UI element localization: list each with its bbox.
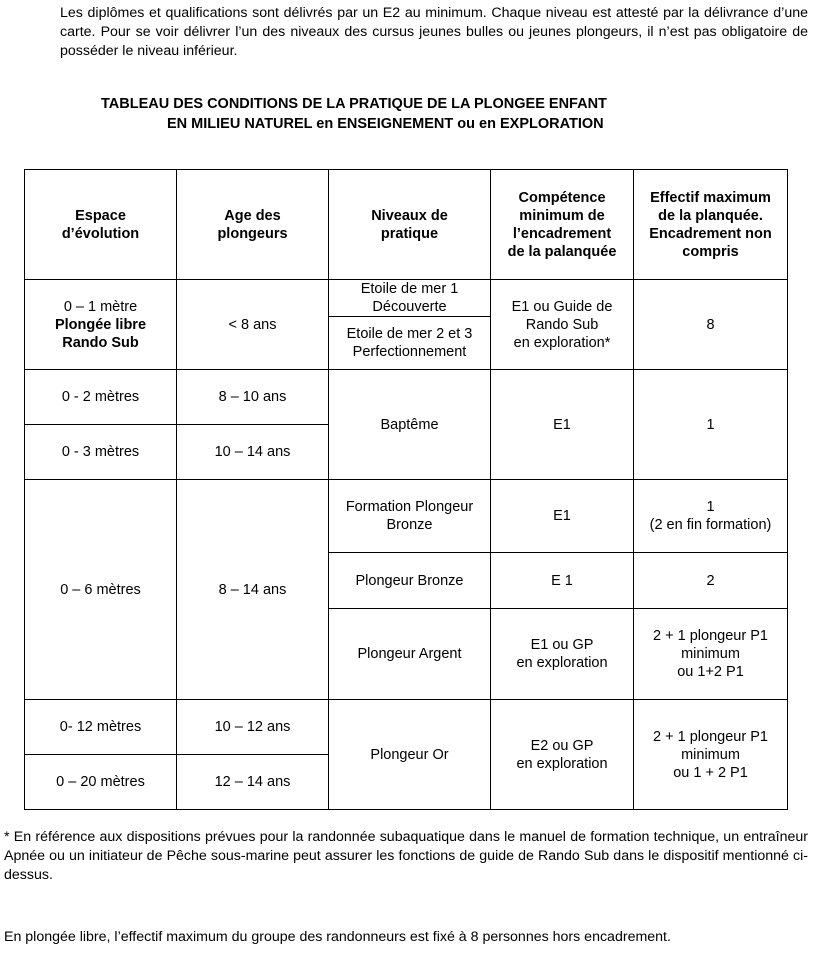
table-row — [25, 480, 788, 553]
cell-niveau: Plongeur Bronze — [329, 553, 491, 609]
cell-niveau: Formation Plongeur Bronze — [329, 480, 491, 553]
intro-paragraph: Les diplômes et qualifications sont délivrés par un E2 au minimum. Chaque niveau est attesté par la délivrance d’une carte. Pour se voir délivrer l’un des niveaux des cursus jeunes bulles ou jeunes plongeurs, il n’est pas obligatoire de posséder le niveau inférieur. — [60, 5, 808, 59]
cell-age: 10 – 14 ans — [177, 425, 329, 480]
header-effectif: Effectif maximum de la planquée. Encadrement non compris — [634, 170, 788, 280]
table-row — [25, 370, 788, 425]
conditions-table — [24, 169, 788, 810]
cell-espace: 0 - 2 mètres — [25, 370, 177, 425]
cell-age: < 8 ans — [177, 280, 329, 370]
cell-effectif: 8 — [634, 280, 788, 370]
header-niveaux: Niveaux de pratique — [329, 170, 491, 280]
cell-effectif: 2 + 1 plongeur P1 minimum ou 1 + 2 P1 — [634, 700, 788, 810]
final-note: En plongée libre, l’effectif maximum du groupe des randonneurs est fixé à 8 personnes hors encadrement. — [4, 929, 671, 945]
cell-competence: E1 ou GP en exploration — [491, 609, 634, 700]
cell-competence: E2 ou GP en exploration — [491, 700, 634, 810]
header-row — [25, 170, 788, 280]
cell-espace: 0- 12 mètres — [25, 700, 177, 755]
cell-espace: 0 – 20 mètres — [25, 755, 177, 810]
cell-espace: 0 - 3 mètres — [25, 425, 177, 480]
cell-espace — [25, 280, 177, 370]
header-espace: Espace d’évolution — [25, 170, 177, 280]
table-title-line1: TABLEAU DES CONDITIONS DE LA PRATIQUE DE LA PLONGEE ENFANT — [101, 96, 607, 112]
cell-age: 12 – 14 ans — [177, 755, 329, 810]
cell-age: 10 – 12 ans — [177, 700, 329, 755]
cell-effectif: 1 (2 en fin formation) — [634, 480, 788, 553]
footnote: * En référence aux dispositions prévues pour la randonnée subaquatique dans le manuel de formation technique, un entraîneur Apnée ou un initiateur de Pêche sous-marine peut assurer les fonctions de guide de Rando Sub dans le dispositif mentionné ci-dessus. — [4, 829, 808, 883]
cell-niveau: Etoile de mer 2 et 3 Perfectionnement — [329, 317, 491, 370]
cell-age: 8 – 10 ans — [177, 370, 329, 425]
cell-niveau: Plongeur Argent — [329, 609, 491, 700]
espace-plongee-libre: Plongée libre — [54, 316, 147, 333]
cell-effectif: 2 + 1 plongeur P1 minimum ou 1+2 P1 — [634, 609, 788, 700]
cell-competence: E 1 — [491, 553, 634, 609]
espace-depth: 0 – 1 mètre — [63, 298, 138, 315]
cell-competence: E1 ou Guide de Rando Sub en exploration* — [491, 280, 634, 370]
cell-effectif: 2 — [634, 553, 788, 609]
header-competence: Compétence minimum de l’encadrement de la palanquée — [491, 170, 634, 280]
cell-niveau: Plongeur Or — [329, 700, 491, 810]
cell-age: 8 – 14 ans — [177, 480, 329, 700]
cell-espace: 0 – 6 mètres — [25, 480, 177, 700]
cell-niveau: Etoile de mer 1 Découverte — [329, 280, 491, 317]
cell-effectif: 1 — [634, 370, 788, 480]
cell-competence: E1 — [491, 480, 634, 553]
header-age: Age des plongeurs — [177, 170, 329, 280]
cell-competence: E1 — [491, 370, 634, 480]
table-row — [25, 700, 788, 755]
table-row — [25, 280, 788, 317]
table-title-line2: EN MILIEU NATUREL en ENSEIGNEMENT ou en EXPLORATION — [167, 116, 604, 132]
cell-niveau: Baptême — [329, 370, 491, 480]
espace-rando-sub: Rando Sub — [62, 334, 139, 351]
